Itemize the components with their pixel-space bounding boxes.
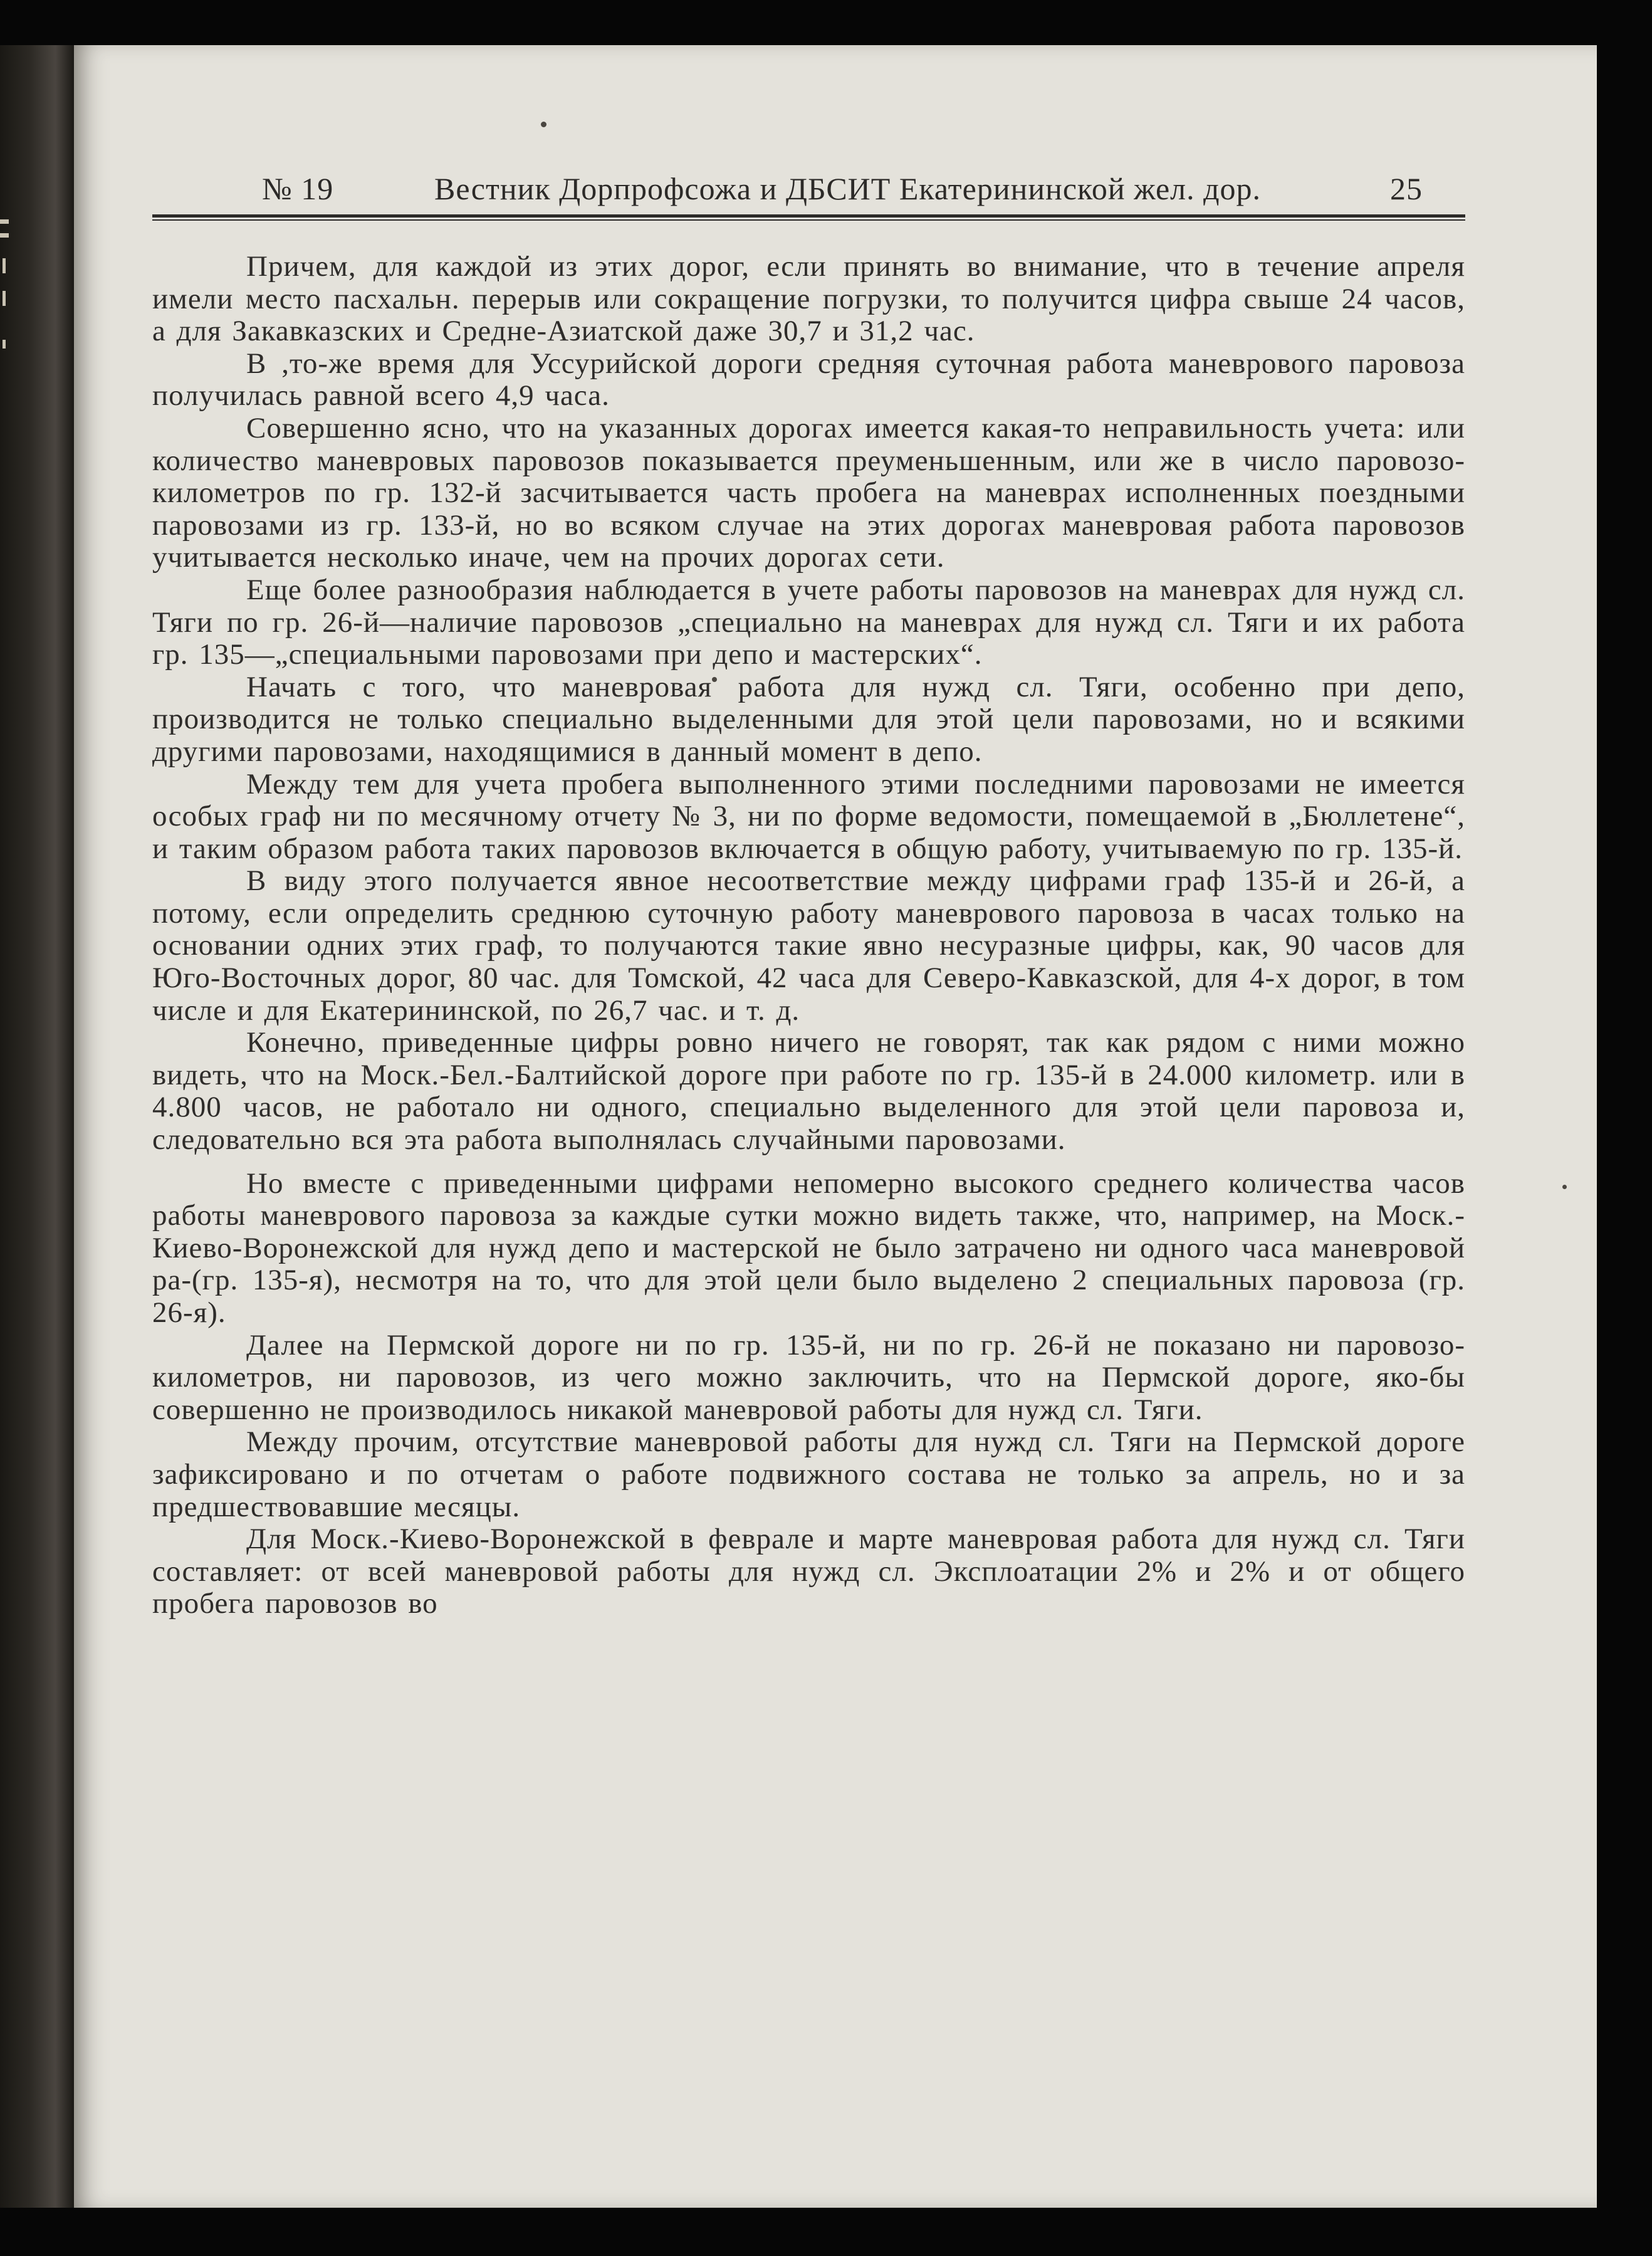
paragraph: Между прочим, отсутствие маневровой работы для нужд сл. Тяги на Пермской дороге зафиксировано и по отчетам о работе подвижного состава не только за апрель, но и за предшествовавшие месяцы. <box>152 1425 1465 1523</box>
gutter-mark <box>3 258 6 273</box>
document-page <box>74 45 1597 2208</box>
paragraph: В виду этого получается явное несоответствие между цифрами граф 135-й и 26-й, а потому, если определить среднюю суточную работу маневрового паровоза в часах только на основании одних этих граф, то получаются такие явно несуразные цифры, как, 90 часов для Юго-Восточных дорог, 80 час. для Томской, 42 часа для Северо-Кавказской, для 4-х дорог, в том числе и для Екатерининской, по 26,7 час. и т. д. <box>152 864 1465 1027</box>
paragraph: Совершенно ясно, что на указанных дорогах имеется какая-то неправильность учета: или количество маневровых паровозов показывается преуменьшенным, или же в число паровозо-километров по гр. 132-й засчитывается часть пробега на маневрах исполненных поездными паровозами из гр. 133-й, но во всяком случае на этих дорогах маневровая работа паровозов учитывается несколько иначе, чем на прочих дорогах сети. <box>152 411 1465 574</box>
paragraph: В ,то-же время для Уссурийской дороги средняя суточная работа маневрового паровоза получилась равной всего 4,9 часа. <box>152 347 1465 412</box>
scan-speck <box>541 122 546 127</box>
previous-page-edge <box>0 45 74 2208</box>
running-header <box>152 171 1465 214</box>
issue-number: № 19 <box>262 171 334 206</box>
paragraph: Причем, для каждой из этих дорог, если принять во внимание, что в течение апреля имели место пасхальн. перерыв или сокращение погрузки, то получится цифра свыше 24 часов, а для Закавказских и Средне-Азиатской даже 30,7 и 31,2 час. <box>152 250 1465 348</box>
paragraph: Между тем для учета пробега выполненного этими последними паровозами не имеется особых граф ни по месячному отчету № 3, ни по форме ведомости, помещаемой в „Бюллетене“, и таким образом работа таких паровозов включается в общую работу, учитываемую по гр. 135-й. <box>152 767 1465 865</box>
scan-speck <box>1562 1185 1567 1189</box>
paragraph: Еще более разнообразия наблюдается в учете работы паровозов на маневрах для нужд сл. Тяги по гр. 26-й—наличие паровозов „специально на маневрах для нужд сл. Тяги и их работа гр. 135—„специальными паровозами при депо и мастерских“. <box>152 573 1465 671</box>
paragraph: Для Моск.-Киево-Воронежской в феврале и марте маневровая работа для нужд сл. Тяги составляет: от всей маневровой работы для нужд сл. Эксплоатации 2% и 2% и от общего пробега паровозов во <box>152 1523 1465 1620</box>
header-rule <box>152 214 1465 221</box>
paragraph: Начать с того, что маневровая работа для нужд сл. Тяги, особенно при депо, производится не только специально выделенными для этой цели паровозами, но и всякими другими паровозами, находящимися в данный момент в депо. <box>152 670 1465 768</box>
gutter-mark <box>0 233 9 238</box>
page-number: 25 <box>1390 171 1423 206</box>
gutter-mark <box>3 291 6 306</box>
paragraph: Далее на Пермской дороге ни по гр. 135-й, ни по гр. 26-й не показано ни паровозо-километров, ни паровозов, из чего можно заключить, что на Пермской дороге, яко-бы совершенно не производилось никакой маневровой работы для нужд сл. Тяги. <box>152 1328 1465 1426</box>
journal-title: Вестник Дорпрофсожа и ДБСИТ Екатерининской жел. дор. <box>434 171 1262 206</box>
paragraph: Но вместе с приведенными цифрами непомерно высокого среднего количества часов работы маневрового паровоза за каждые сутки можно видеть также, что, например, на Моск.-Киево-Воронежской для нужд депо и мастерской не было затрачено ни одного часа маневровой ра-(гр. 135-я), несмотря на то, что для этой цели было выделено 2 специальных паровоза (гр. 26-я). <box>152 1167 1465 1329</box>
gutter-mark <box>3 340 6 349</box>
article-body <box>152 251 1465 1620</box>
gutter-mark <box>0 219 9 224</box>
paragraph: Конечно, приведенные цифры ровно ничего не говорят, так как рядом с ними можно видеть, что на Моск.-Бел.-Балтийской дороге при работе по гр. 135-й в 24.000 километр. или в 4.800 часов, не работало ни одного, специально выделенного для этой цели паровоза и, следовательно вся эта работа выполнялась случайными паровозами. <box>152 1026 1465 1157</box>
